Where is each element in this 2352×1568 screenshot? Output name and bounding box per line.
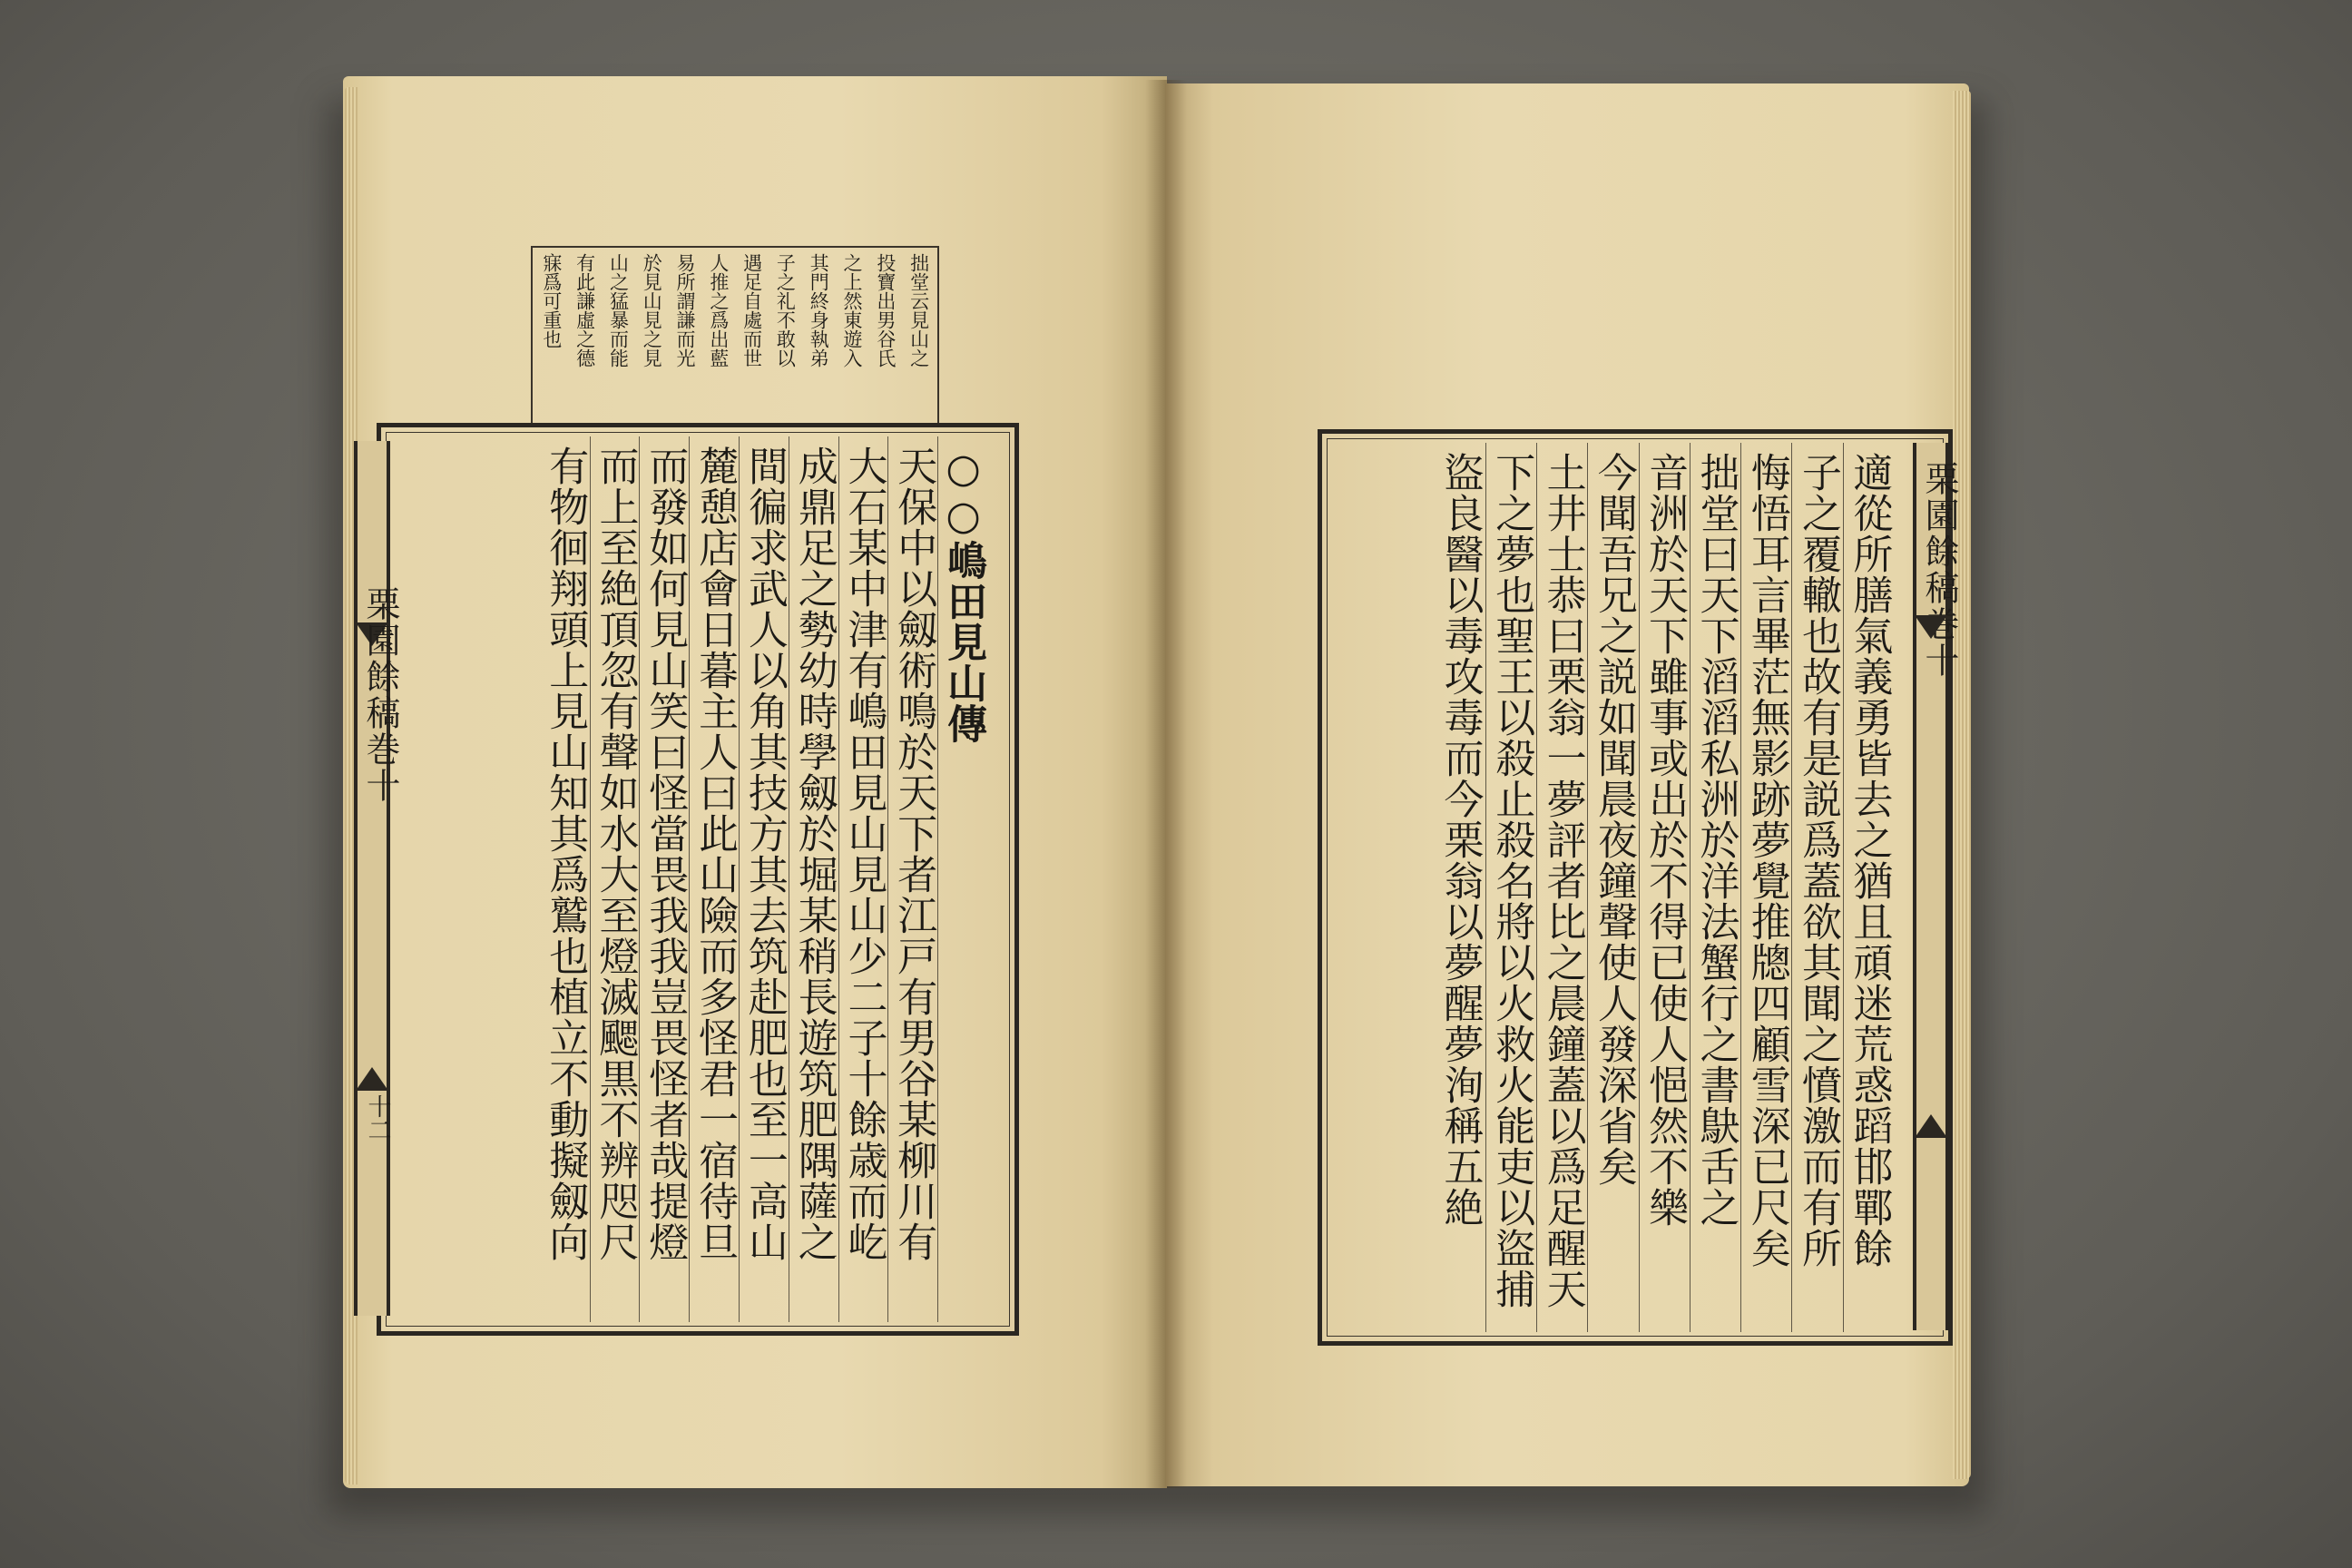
annotation-column: 之上然東遊入 — [841, 253, 864, 368]
text-column: 悔悟耳言畢茫無影跡夢覺推牕四顧雪深已尺矣 — [1740, 443, 1791, 1332]
text-column: 而發如何見山笑曰怪當畏我我豈畏怪者哉提燈 — [639, 436, 689, 1322]
annotation-column: 拙堂云見山之 — [907, 253, 930, 368]
text-column: 間徧求武人以角其技方其去筑赴肥也至一高山 — [739, 436, 789, 1322]
text-column: 盜良醫以毒攻毒而今栗翁以夢醒夢洵稱五絶 — [1436, 452, 1484, 1228]
text-column: 土井士恭曰栗翁一夢評者比之晨鐘蓋以爲足醒天 — [1536, 443, 1587, 1332]
right-block-center-strip — [1913, 443, 1959, 1330]
section-title: ○○嶋田見山傳 — [937, 436, 987, 1322]
fishtail-mark — [356, 1067, 388, 1091]
text-column: 拙堂曰天下滔滔私洲於洋法蟹行之書鴃舌之 — [1690, 443, 1740, 1332]
left-block-center-strip — [354, 441, 400, 1316]
text-column: 麓憩店會日暮主人曰此山險而多怪君一宿待旦 — [689, 436, 739, 1322]
annotation-column: 寐爲可重也 — [540, 253, 563, 348]
right-text-columns — [1331, 443, 1894, 1332]
annotation-column: 子之礼不敢以 — [774, 253, 797, 368]
fishtail-mark — [1915, 1114, 1947, 1138]
annotation-column: 易所謂謙而光 — [674, 253, 697, 368]
text-column: 有物徊翔頭上見山知其爲鷲也植立不動擬劔向 — [542, 446, 589, 1262]
text-column: 而上至絶頂忽有聲如水大至燈滅颸黒不辨咫尺 — [590, 436, 640, 1322]
annotation-column: 有此謙虛之德 — [573, 253, 596, 368]
page-number: 十二 — [364, 1094, 391, 1142]
text-column: 下之夢也聖王以殺止殺名將以火救火能吏以盜捕 — [1485, 443, 1536, 1332]
text-column: 天保中以劔術鳴於天下者江戸有男谷某柳川有 — [887, 436, 937, 1322]
text-column: 音洲於天下雖事或出於不得已使人悒然不樂 — [1639, 443, 1690, 1332]
left-text-columns — [390, 436, 987, 1322]
annotation-text — [534, 250, 936, 421]
running-title: 栗園餘稿巻十 — [1919, 461, 1959, 679]
right-page-edges — [1953, 91, 1971, 1479]
text-column: 適從所膳氣義勇皆去之猶且頑迷荒惑蹈邯鄲餘 — [1843, 443, 1894, 1332]
annotation-column: 遇足自處而世 — [740, 253, 763, 368]
text-column: 大石某中津有嶋田見山見山少二子十餘歳而屹 — [838, 436, 888, 1322]
fishtail-mark — [1915, 615, 1947, 639]
text-column: 今聞吾兄之説如聞晨夜鐘聲使人發深省矣 — [1587, 443, 1638, 1332]
text-column: 子之覆轍也故有是説爲蓋欲其聞之憤激而有所 — [1791, 443, 1842, 1332]
annotation-column: 山之猛暴而能 — [607, 253, 630, 368]
running-title: 栗園餘稿巻十 — [360, 586, 400, 804]
book-gutter — [1145, 80, 1187, 1488]
annotation-column: 人推之爲出藍 — [707, 253, 730, 368]
annotation-column: 於見山見之見 — [641, 253, 663, 368]
annotation-column: 其門終身執弟 — [808, 253, 830, 368]
text-column: 成鼎足之勢幼時學劔於堀某稍長遊筑肥隅薩之 — [789, 436, 838, 1322]
annotation-column: 投寶出男谷氏 — [874, 253, 897, 368]
